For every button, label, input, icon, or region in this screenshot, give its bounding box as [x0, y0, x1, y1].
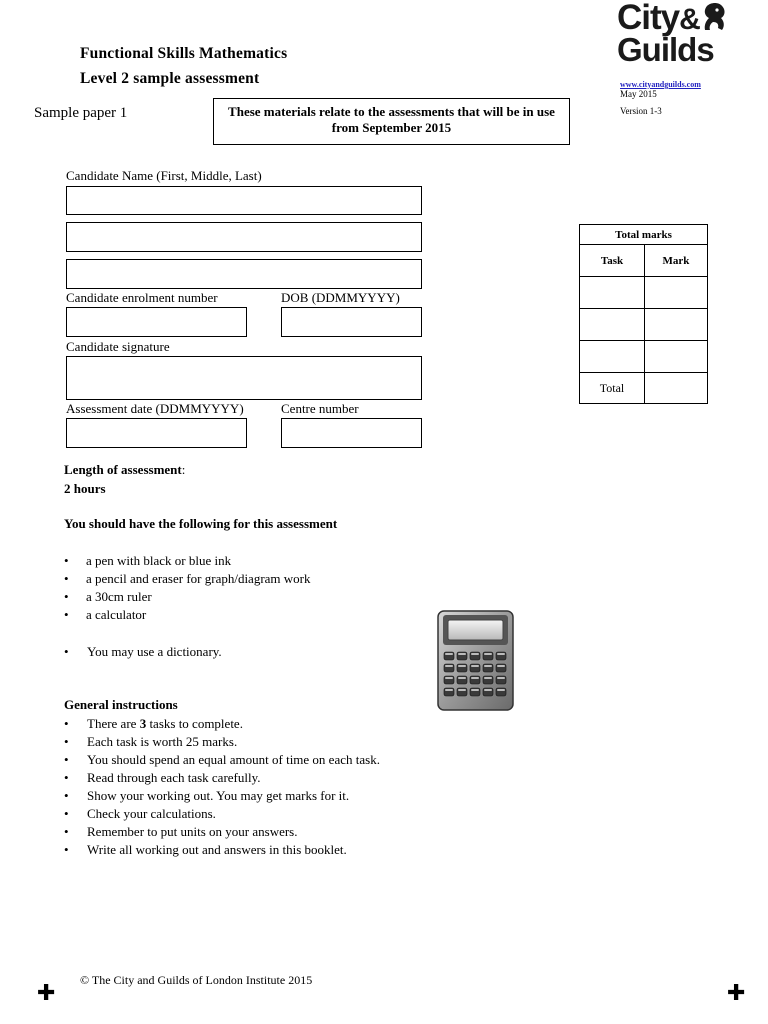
document-title: Functional Skills Mathematics	[80, 45, 288, 62]
mark-cell[interactable]	[645, 309, 708, 341]
assessment-date-field[interactable]	[66, 418, 247, 448]
registration-mark-right-icon: ✚	[727, 981, 746, 1006]
copyright-notice: © The City and Guilds of London Institute 2015	[80, 973, 313, 987]
candidate-name-field-3[interactable]	[66, 259, 422, 289]
general-instructions-heading: General instructions	[64, 697, 178, 712]
task-cell[interactable]	[580, 341, 645, 373]
list-item: • Write all working out and answers in this booklet.	[64, 841, 380, 859]
list-item: • Check your calculations.	[64, 805, 380, 823]
centre-number-label: Centre number	[281, 401, 359, 416]
signature-label: Candidate signature	[66, 339, 170, 354]
list-item: • a pen with black or blue ink	[64, 552, 311, 570]
logo-ampersand: &	[679, 3, 700, 36]
sample-paper-label: Sample paper 1	[34, 105, 128, 121]
website-link[interactable]: www.cityandguilds.com	[620, 80, 701, 89]
list-item: • a pencil and eraser for graph/diagram work	[64, 570, 311, 588]
mark-cell[interactable]	[645, 277, 708, 309]
total-mark-cell[interactable]	[645, 373, 708, 404]
length-colon: :	[181, 462, 186, 477]
calculator-icon	[437, 610, 514, 711]
list-item: • Remember to put units on your answers.	[64, 823, 380, 841]
list-item: • You should spend an equal amount of time on each task.	[64, 751, 380, 769]
mark-cell[interactable]	[645, 341, 708, 373]
list-item: • You may use a dictionary.	[64, 643, 222, 661]
enrolment-field[interactable]	[66, 307, 247, 337]
candidate-name-label: Candidate Name (First, Middle, Last)	[66, 168, 262, 183]
centre-number-field[interactable]	[281, 418, 422, 448]
lion-crest-icon	[701, 2, 727, 32]
task-cell[interactable]	[580, 277, 645, 309]
list-item: • Show your working out. You may get marks for it.	[64, 787, 380, 805]
task-cell[interactable]	[580, 309, 645, 341]
logo-guilds-text: Guilds	[617, 31, 714, 68]
list-item: • a calculator	[64, 606, 311, 624]
list-item: • There are 3 tasks to complete.	[64, 715, 380, 733]
assessment-date-label: Assessment date (DDMMYYYY)	[66, 401, 244, 416]
list-item: • Read through each task carefully.	[64, 769, 380, 787]
list-item: • Each task is worth 25 marks.	[64, 733, 380, 751]
assessment-length	[64, 462, 185, 478]
length-value: 2 hours	[64, 481, 106, 496]
registration-mark-left-icon: ✚	[37, 981, 56, 1006]
candidate-name-field-1[interactable]	[66, 186, 422, 215]
dictionary-list	[64, 643, 222, 661]
task-column-header: Task	[580, 245, 645, 277]
total-label: Total	[580, 373, 645, 404]
logo-city-text: City	[617, 0, 680, 37]
notice-box	[213, 98, 570, 145]
mark-column-header: Mark	[645, 245, 708, 277]
issue-date: May 2015	[620, 89, 657, 99]
version-label: Version 1-3	[620, 106, 662, 116]
general-instructions-list	[64, 715, 380, 859]
equipment-heading: You should have the following for this assessment	[64, 516, 338, 531]
total-marks-table	[579, 224, 708, 404]
document-subtitle: Level 2 sample assessment	[80, 70, 260, 87]
dob-field[interactable]	[281, 307, 422, 337]
equipment-list	[64, 552, 311, 624]
notice-text: These materials relate to the assessments that will be in use from September 2015	[228, 104, 555, 135]
marks-table-title: Total marks	[580, 225, 708, 245]
city-and-guilds-logo	[617, 0, 737, 70]
enrolment-label: Candidate enrolment number	[66, 290, 218, 305]
signature-field[interactable]	[66, 356, 422, 400]
dob-label: DOB (DDMMYYYY)	[281, 290, 400, 305]
length-label: Length of assessment	[64, 462, 182, 477]
candidate-name-field-2[interactable]	[66, 222, 422, 252]
list-item: • a 30cm ruler	[64, 588, 311, 606]
